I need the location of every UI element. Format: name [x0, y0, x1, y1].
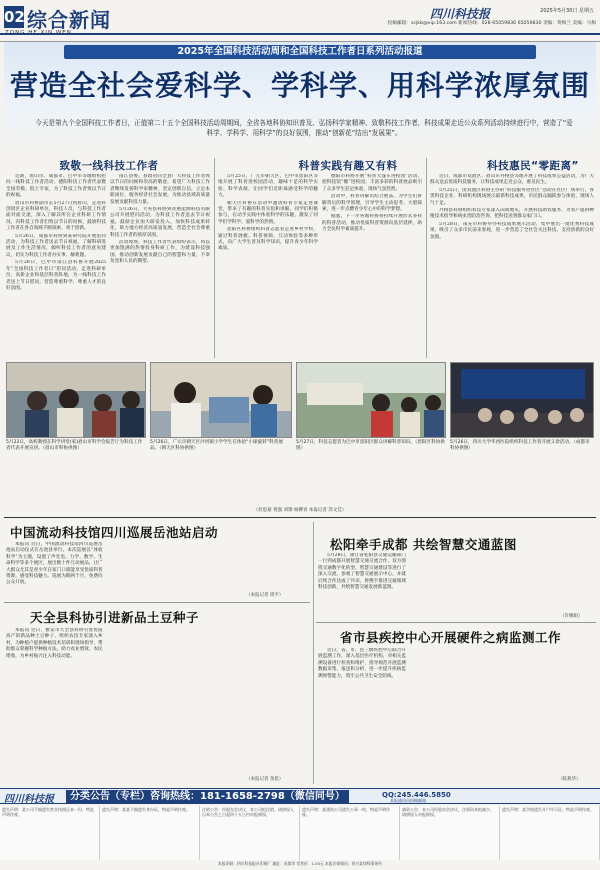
column-divider: [426, 158, 427, 358]
classified-ad: 减资公告：本公司经股东会决议，注册资本拟减少，请债权人申报债权。: [400, 806, 500, 860]
paragraph: 德阳市科协开展“科普大篷车进校园”活动，把科技馆“搬”进校园，丰富多彩的科普展品吸引了众多学生驻足体验，现场气氛热烈。: [322, 174, 422, 192]
contact-line: 投稿邮箱：scjkb@vip.163.com 新闻热线：028-65059836 65059830 责编：黄梅兰 美编：马梅: [387, 21, 596, 26]
news-photo-3: [296, 362, 446, 438]
paragraph: 5月26日，成都市科协到某研究院开展慰问活动，为科技工作者送去节日祝福，了解科研进展及工作生活情况，倾听科技工作者的意见建议，切实为科技工作者办实事、解难题。: [6, 233, 106, 258]
section-title: 综合新闻: [27, 8, 111, 32]
paragraph: 5月25日，广元市朝天区、巴中市恩阳区等地开展了科普进校园活动，趣味十足的科学实验、科学表演，让同学们近距离感受科学的魅力。: [218, 174, 318, 199]
paragraph: 眉山市科协副市长5月27日到眉山，走进科创园区企业科研单位，科技人员，与科技工作者面对面交流，深入了解其所在企业科研工作情况，向科技工作者们致以节日的问候，鼓励科技工作者在各自领域不断探索、勇于创新。: [6, 200, 106, 232]
story-byline: （本报记者 周平）: [246, 593, 284, 598]
paragraph: 5月28日，南充市科协举办科技成果展示活动，集中展出一批优秀科技成果，吸引了众多市民前来参观，进一步营造了全社会关注科技、支持创新的良好氛围。: [430, 221, 594, 240]
article-column-3: [218, 174, 318, 358]
classified-ad: 遗失声明：某建筑公司遗失公章一枚，特此声明作废。: [300, 806, 400, 860]
classified-ads: [0, 806, 600, 860]
story-title-potato-seeds: 天全县科协引进新品土豆种子: [30, 610, 200, 625]
paragraph: 5月28日，巴中市南江县科协开展2025年“全国科技工作者日”慰问活动，走进科研单位、高新企业和基层科普阵地，为一线科技工作者送上节日慰问，营造尊重科学、尊重人才的良好氛围。: [6, 260, 106, 291]
story-byline: （本报记者 余思）: [246, 777, 284, 782]
news-photo-1: [6, 362, 146, 438]
paragraph: 近日，成都市双流区、眉山市丹棱县等地开展了科技成果公益活动，为广大群众送去优质科技服务，让科技成果走近公众、惠及民生。: [430, 174, 594, 186]
article-credits: （杜思嘉 黄强 刘翔 杨柳青 本报记者 苏文佳）: [253, 508, 347, 513]
paragraph: 近期，眉山市、成都市、巴中市等地组织慰问一线科技工作者活动。德阳科技工作者代表暨全国劳模、院士专家，为了科技工作者致以节日的祝福。: [6, 174, 106, 199]
paragraph: 5月28日，浙江省松阳县交通运输部门一行到成都开展智慧交通交流合作，双方围绕交通数字化转型、智慧交通建设等进行了深入交流，参观了智慧交通展示中心，并就后续合作达成了共识，将携手推进交通领域科技创新，共绘智慧交通发展新蓝图。: [318, 553, 406, 591]
section-divider: [4, 517, 596, 518]
story-body-smart-traffic: [318, 553, 594, 613]
story-divider: [316, 622, 596, 623]
paragraph: 据悉，下一步各地科协将持续开展形式多样的科普活动，推动优质科普资源向基层延伸，助力全民科学素质提升。: [322, 214, 422, 233]
header-rule: [0, 33, 600, 35]
paragraph: 本报讯 近日，雅安市天全县科协引进优质高产的新品种土豆种子，组织农技专家深入乡村，为种植户提供种植技术培训和现场指导，帮助群众掌握科学种植方法，助力农业增效、农民增收，为乡村振兴注入科技动能。: [6, 628, 103, 659]
paragraph: 近日，省、市、县三级疾控中心联合开展监测工作，深入基层医疗机构，对相关监测设备进行检查和维护，指导规范开展监测数据采集、报送和分析，进一步提升疾病监测预警能力，筑牢公共卫生安全防线。: [318, 648, 406, 679]
paragraph: 5月25日，由双流区科协主办的“科技服务进社区”活动在社区广场举行，各类科技企业、科研机构现场展示最新科技成果，市民群众踊跃参与体验，现场人气十足。: [430, 187, 594, 206]
classified-ad: 遗失声明：某学校遗失开户许可证，特此声明作废。: [500, 806, 600, 860]
classified-ad: 遗失声明：某公司不慎遗失营业执照正本一份，特此声明作废。: [0, 806, 100, 860]
article-column-2: [110, 174, 210, 358]
photo-caption-4: 5月26日，四川大学华西医院组织科技工作者开展义诊活动。（成都市科协供图）: [450, 440, 590, 452]
story-byline: （许娜娟）: [560, 614, 583, 619]
feature-banner: [4, 42, 596, 154]
story-title-mobile-museum: 中国流动科技馆四川巡展岳池站启动: [10, 525, 219, 540]
story-body-disease-control: [318, 648, 594, 776]
classified-ad: 注销公告：经股东会决议，本公司拟注销，请债权人自本公告之日起四十五日内申报债权。: [200, 806, 300, 860]
lead-paragraph: 今天是第九个全国科技工作者日，正值第二十五个全国科技活动周期间，全省各地科协知识普及、弘扬科学家精神、致敬科技工作者，科技成果走近公众系列活动持续进行中，营造了“爱科学、学科学、用科学”的良好氛围，推动“创新花”结出“发展果”。: [35, 119, 573, 137]
main-headline: 营造全社会爱科学、学科学、用科学浓厚氛围: [9, 69, 590, 102]
masthead-logo: 四川科技报: [430, 7, 491, 21]
story-body-potato-seeds: [6, 628, 308, 778]
paragraph: 本报讯 近日，中国流动科技馆四川巡展岳池站启动仪式在岳池县举行。本次巡展以“体验科学”为主题，设置了声光电、力学、数学、生命科学等多个展区，展出数十件互动展品，让广大群众尤其是青少年在家门口就能享受优质科普资源，感受科技魅力。巡展为期两个月，免费向公众开放。: [6, 542, 103, 586]
article-column-5: [430, 174, 594, 358]
photo-caption-2: 5月26日，广元市朝天区沙河镇小学学生在体验“小球旋转”科普展品。（朝天区科协供图）: [150, 440, 283, 452]
classified-hotline: 分类公告（专栏）咨询热线：181-1658-2798（微信同号）: [66, 790, 349, 804]
print-info: 本报印刷：四川科技报社印刷厂 地址：成都市 零售价：1.00元 本报法律顾问：四川某律师事务所: [218, 861, 382, 866]
classified-ad-band: [0, 788, 600, 804]
photo-caption-1: 5月22日，高校教授在科学讲堂(家)眉山市科学会报告厅为科技工作者代表开展宣讲。（眉山市科协供图）: [6, 440, 143, 452]
page-number: 02: [4, 8, 25, 26]
paragraph: 恩阳区科协组织科普志愿者走进乡村学校，通过科普展板、科普视频、互动体验等多种形式，向广大学生普及科学知识，提升青少年科学素质。: [218, 227, 318, 252]
article-column-1: [6, 174, 106, 358]
story-title-smart-traffic: 松阳牵手成都 共绘智慧交通蓝图: [330, 537, 517, 552]
banner-tag: 2025年全国科技活动周和全国科技工作者日系列活动报道: [64, 45, 536, 59]
news-photo-4: [450, 362, 594, 438]
paragraph: 朝天区科协在活动中邀请科普专家走进课堂，带来了有趣的科普实验和讲解，同学们积极参与，在动手实践中体验科学的乐趣，激发了同学们学科学、爱科学的热情。: [218, 200, 318, 225]
story-divider: [4, 602, 310, 603]
paragraph: 南江县委、县政府向全县广大科技工作者致以节日的问候和崇高的敬意，希望广大科技工作者继续发扬科学家精神，坚定创新自信，立足本职岗位、服务经济社会发展，为推动县域高质量发展贡献科技力量。: [110, 174, 210, 205]
story-title-disease-control: 省市县疾控中心开展硬件之病监测工作: [340, 630, 562, 645]
classified-ad: 遗失声明：某某不慎遗失身份证，特此声明作废。: [100, 806, 200, 860]
subhead-benefit: 科技惠民“零距离”: [487, 160, 579, 172]
column-divider: [214, 158, 215, 358]
story-body-mobile-museum: [6, 542, 308, 590]
column-divider: [313, 522, 314, 784]
photo-caption-3: 5月27日，科技志愿者为巴中市恩阳区群众讲解科普知识。（恩阳区科协供图）: [296, 440, 445, 452]
subhead-science-practice: 科普实践有趣又有料: [298, 160, 398, 172]
paragraph: 活动中，科普讲解员结合展品，为学生们讲解背后的科学原理，引导学生主动思考、大胆探索，进一步点燃青少年心中的科学梦想。: [322, 194, 422, 213]
issue-date: 2025年5月30日 星期五: [540, 8, 594, 14]
paragraph: 5月26日，大英县科协到普惠能源科技有限公司开展慰问活动，为科技工作者送去节日祝福，鼓励企业加大研发投入，加快科技成果转化，助力地方经济高质量发展，营造全社会尊重科技工作者的浓厚氛围。: [110, 207, 210, 238]
footer-masthead-logo: 四川科技报: [4, 794, 54, 805]
subhead-salute: 致敬一线科技工作者: [59, 160, 159, 172]
news-photo-2: [150, 362, 292, 438]
contributor-note: 本报通讯员投稿邮箱: [390, 798, 426, 803]
article-column-4: [322, 174, 422, 358]
paragraph: 活动现场，科技工作者代表纷纷表示，将以更加饱满的热情投身科研工作，为建设科技强国、推动创新发展贡献自己的智慧和力量，不辜负党和人民的期望。: [110, 240, 210, 265]
story-byline: （陈燕华）: [558, 777, 581, 782]
qq-contact: QQ:245.446.5850: [382, 791, 451, 799]
paragraph: 丹棱县科协组织农技专家深入田间地头，开展科技助农服务，为农户提供种植技术指导和病虫害防治咨询，把科技送到群众家门口。: [430, 208, 594, 220]
page-header: [0, 0, 600, 42]
